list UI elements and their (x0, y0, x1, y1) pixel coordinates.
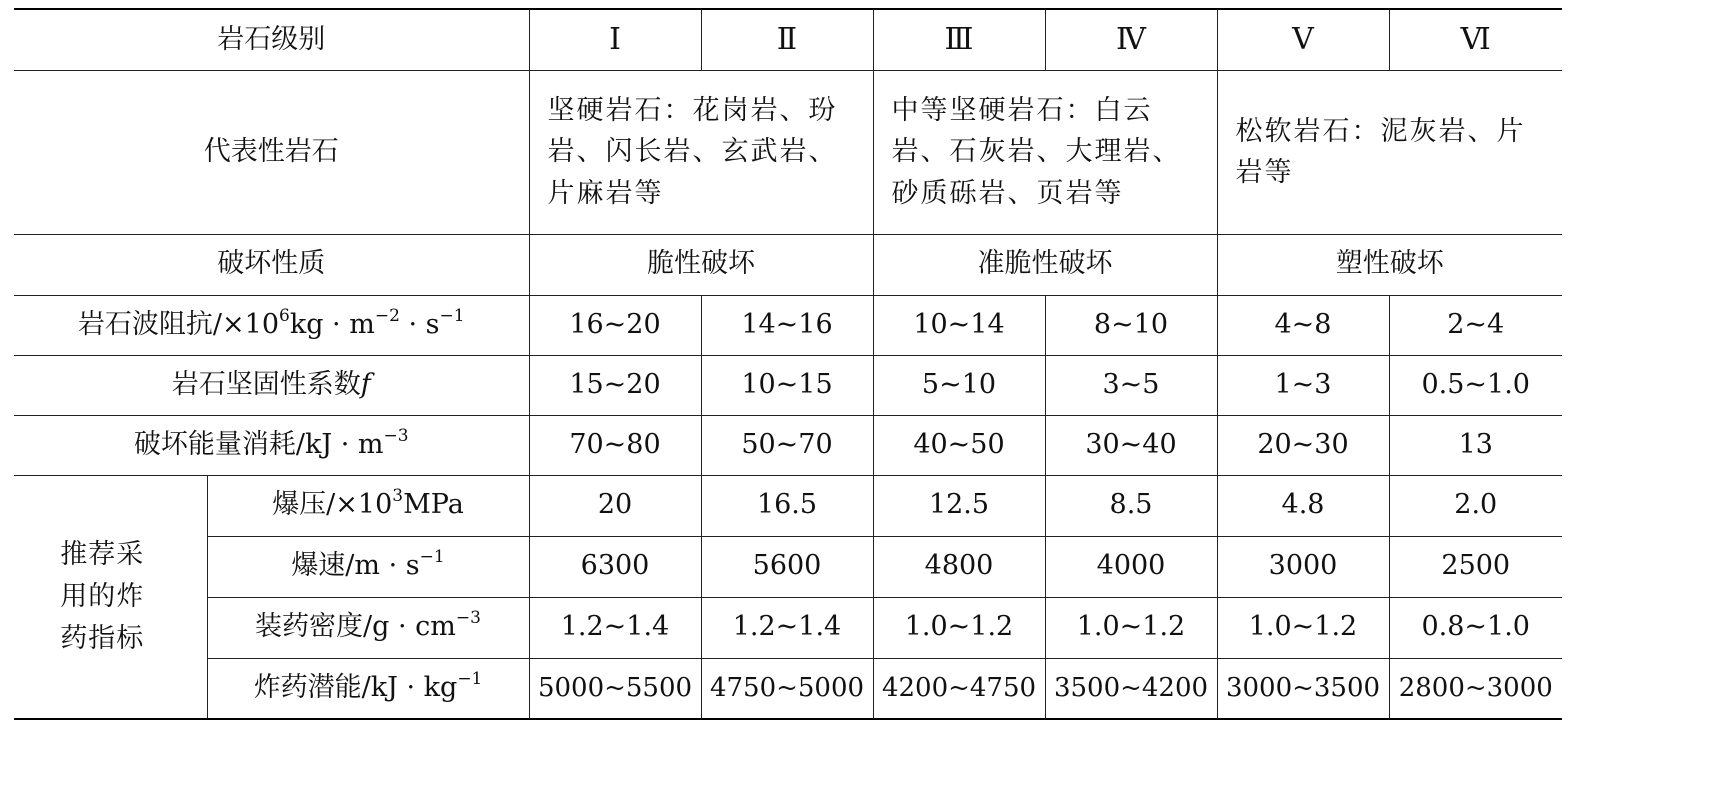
recommend-header: 推荐采用的炸药指标 (14, 475, 207, 719)
potential-cell: 4750~5000 (701, 658, 873, 719)
density-cell: 1.2~1.4 (529, 597, 701, 658)
firmness-cell: 0.5~1.0 (1389, 355, 1562, 415)
representative-soft: 松软岩石：泥灰岩、片岩等 (1217, 70, 1562, 234)
potential-cell: 5000~5500 (529, 658, 701, 719)
energy-cell: 20~30 (1217, 415, 1389, 475)
impedance-cell: 4~8 (1217, 295, 1389, 355)
impedance-header: 岩石波阻抗$/\times 10^6kg \cdot m^{-2} \cdot s^{-1}$ (14, 295, 529, 355)
grade-row (14, 9, 1562, 70)
firmness-header: 岩石坚固性系数f (14, 355, 529, 415)
impedance-cell: 14~16 (701, 295, 873, 355)
impedance-cell: 10~14 (873, 295, 1045, 355)
energy-cell: 40~50 (873, 415, 1045, 475)
density-row (14, 597, 1562, 658)
failure-quasi-brittle: 准脆性破坏 (873, 234, 1217, 295)
energy-cell: 13 (1389, 415, 1562, 475)
pressure-header: 爆压$/\times 10^3MPa$ (207, 475, 529, 536)
potential-header: 炸药潜能$/kJ \cdot kg^{-1}$ (207, 658, 529, 719)
velocity-cell: 2500 (1389, 536, 1562, 597)
density-cell: 1.0~1.2 (1217, 597, 1389, 658)
energy-cell: 50~70 (701, 415, 873, 475)
velocity-cell: 3000 (1217, 536, 1389, 597)
velocity-cell: 4800 (873, 536, 1045, 597)
density-cell: 0.8~1.0 (1389, 597, 1562, 658)
grade-6: Ⅵ (1389, 9, 1562, 70)
velocity-row (14, 536, 1562, 597)
representative-row (14, 70, 1562, 234)
energy-cell: 30~40 (1045, 415, 1217, 475)
failure-header: 破坏性质 (14, 234, 529, 295)
grade-4: Ⅳ (1045, 9, 1217, 70)
impedance-cell: 2~4 (1389, 295, 1562, 355)
potential-row (14, 658, 1562, 719)
grade-header: 岩石级别 (14, 9, 529, 70)
firmness-cell: 5~10 (873, 355, 1045, 415)
velocity-cell: 4000 (1045, 536, 1217, 597)
pressure-cell: 2.0 (1389, 475, 1562, 536)
grade-2: Ⅱ (701, 9, 873, 70)
firmness-cell: 1~3 (1217, 355, 1389, 415)
failure-brittle: 脆性破坏 (529, 234, 873, 295)
representative-header: 代表性岩石 (14, 70, 529, 234)
potential-cell: 2800~3000 (1389, 658, 1562, 719)
firmness-row (14, 355, 1562, 415)
density-cell: 1.0~1.2 (873, 597, 1045, 658)
velocity-header: 爆速$/m \cdot s^{-1}$ (207, 536, 529, 597)
impedance-cell: 8~10 (1045, 295, 1217, 355)
impedance-row (14, 295, 1562, 355)
pressure-row (14, 475, 1562, 536)
velocity-cell: 6300 (529, 536, 701, 597)
pressure-cell: 8.5 (1045, 475, 1217, 536)
impedance-cell: 16~20 (529, 295, 701, 355)
pressure-cell: 12.5 (873, 475, 1045, 536)
density-cell: 1.0~1.2 (1045, 597, 1217, 658)
density-cell: 1.2~1.4 (701, 597, 873, 658)
velocity-cell: 5600 (701, 536, 873, 597)
representative-hard: 坚硬岩石：花岗岩、玢岩、闪长岩、玄武岩、片麻岩等 (529, 70, 873, 234)
grade-3: Ⅲ (873, 9, 1045, 70)
energy-row (14, 415, 1562, 475)
potential-cell: 4200~4750 (873, 658, 1045, 719)
rock-classification-table (14, 8, 1562, 720)
energy-cell: 70~80 (529, 415, 701, 475)
energy-header: 破坏能量消耗$/kJ \cdot m^{-3}$ (14, 415, 529, 475)
representative-medium: 中等坚硬岩石：白云岩、石灰岩、大理岩、砂质砾岩、页岩等 (873, 70, 1217, 234)
grade-1: Ⅰ (529, 9, 701, 70)
pressure-cell: 20 (529, 475, 701, 536)
potential-cell: 3500~4200 (1045, 658, 1217, 719)
density-header: 装药密度$/g \cdot cm^{-3}$ (207, 597, 529, 658)
grade-5: Ⅴ (1217, 9, 1389, 70)
firmness-cell: 15~20 (529, 355, 701, 415)
potential-cell: 3000~3500 (1217, 658, 1389, 719)
failure-plastic: 塑性破坏 (1217, 234, 1562, 295)
pressure-cell: 16.5 (701, 475, 873, 536)
failure-row (14, 234, 1562, 295)
pressure-cell: 4.8 (1217, 475, 1389, 536)
firmness-cell: 10~15 (701, 355, 873, 415)
firmness-cell: 3~5 (1045, 355, 1217, 415)
